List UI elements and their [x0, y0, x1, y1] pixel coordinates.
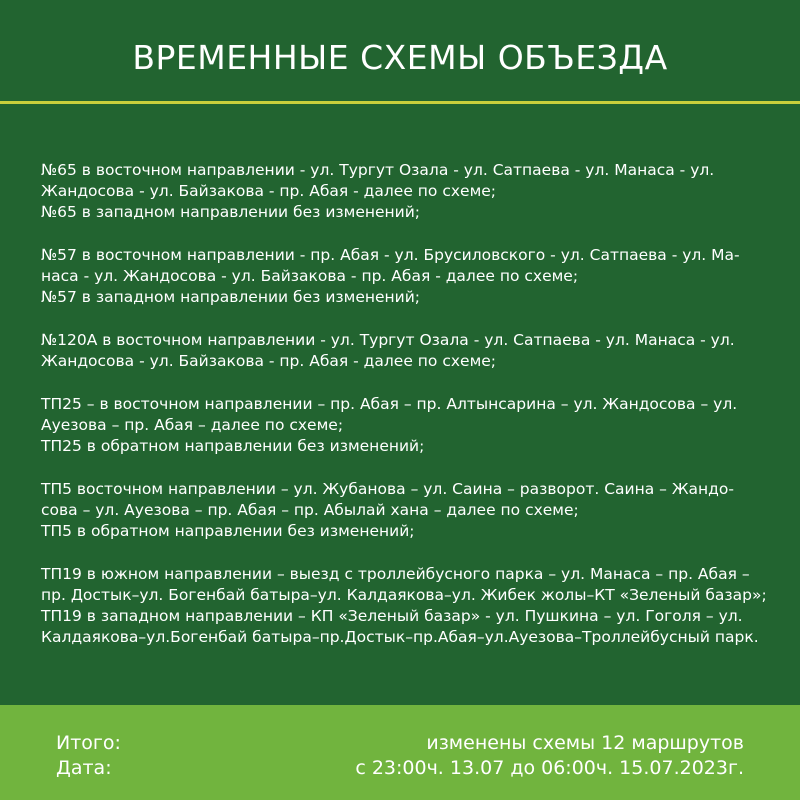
route-line: ТП19 в южном направлении – выезд с троллейбусного парка – ул. Манаса – пр. Абая – — [41, 565, 750, 583]
page-title: ВРЕМЕННЫЕ СХЕМЫ ОБЪЕЗДА — [132, 38, 668, 77]
route-block-65 — [41, 160, 766, 223]
route-line: Жандосова - ул. Байзакова - пр. Абая - далее по схеме; — [41, 182, 497, 200]
route-block-tp19 — [41, 564, 766, 648]
total-label: Итого: — [56, 732, 121, 754]
route-line: Калдаякова–ул.Богенбай батыра–пр.Достык–пр.Абая–ул.Ауезова–Троллейбусный парк. — [41, 628, 759, 646]
date-label: Дата: — [56, 757, 112, 779]
route-line: №65 в восточном направлении - ул. Тургут Озала - ул. Сатпаева - ул. Манаса - ул. — [41, 161, 715, 179]
route-line: ТП5 в обратном направлении без изменений; — [41, 522, 415, 540]
summary-total-row — [56, 731, 744, 755]
date-value: с 23:00ч. 13.07 до 06:00ч. 15.07.2023г. — [355, 757, 744, 779]
title-divider — [0, 101, 800, 104]
route-block-120a — [41, 330, 766, 372]
route-block-57 — [41, 245, 766, 308]
route-line: №57 в западном направлении без изменений; — [41, 288, 421, 306]
route-line: сова – ул. Ауезова – пр. Абая – пр. Абылай хана – далее по схеме; — [41, 501, 579, 519]
route-line: наса - ул. Жандосова - ул. Байзакова - пр. Абая - далее по схеме; — [41, 267, 579, 285]
route-line: ТП19 в западном направлении – КП «Зеленый базар» - ул. Пушкина – ул. Гоголя – ул. — [41, 607, 743, 625]
route-line: Ауезова – пр. Абая – далее по схеме; — [41, 416, 344, 434]
route-line: ТП25 в обратном направлении без изменений; — [41, 437, 425, 455]
summary-footer — [0, 705, 800, 800]
route-line: №57 в восточном направлении - пр. Абая - ул. Брусиловского - ул. Сатпаева - ул. Ма- — [41, 246, 740, 264]
route-line: №65 в западном направлении без изменений; — [41, 203, 421, 221]
route-block-tp5 — [41, 479, 766, 542]
route-line: Жандосова - ул. Байзакова - пр. Абая - далее по схеме; — [41, 352, 497, 370]
summary-date-row — [56, 756, 744, 780]
routes-list — [41, 160, 766, 670]
route-line: ТП5 восточном направлении – ул. Жубанова – ул. Саина – разворот. Саина – Жандо- — [41, 480, 734, 498]
route-line: пр. Достык–ул. Богенбай батыра–ул. Калдаякова–ул. Жибек жолы–КТ «Зеленый базар»; — [41, 586, 767, 604]
total-value: изменены схемы 12 маршрутов — [426, 732, 744, 754]
route-block-tp25 — [41, 394, 766, 457]
route-line: ТП25 – в восточном направлении – пр. Абая – пр. Алтынсарина – ул. Жандосова – ул. — [41, 395, 738, 413]
route-line: №120А в восточном направлении - ул. Тургут Озала - ул. Сатпаева - ул. Манаса - ул. — [41, 331, 735, 349]
